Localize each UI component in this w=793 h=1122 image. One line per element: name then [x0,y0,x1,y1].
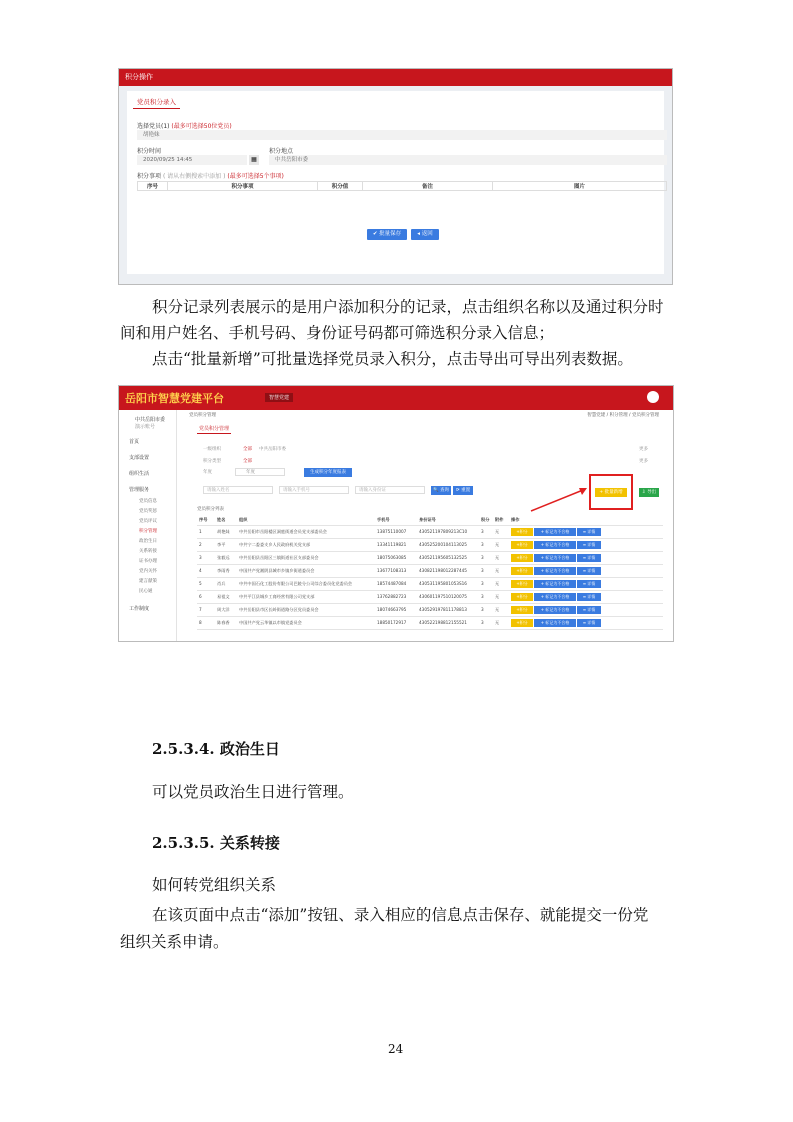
table-cell: 3 [479,590,493,603]
page-number: 24 [388,1042,404,1056]
table-cell: 13677108313 [375,564,417,577]
sidebar-sub-4[interactable]: 政治生日 [139,539,157,544]
back-button[interactable]: ◂ 返回 [411,229,439,240]
col-attach: 附件 [493,516,509,525]
score-time-label: 积分时间 [137,148,162,155]
score-button[interactable]: +积分 [511,580,533,588]
para2-line3: 组织关系申请。 [120,933,229,951]
detail-button[interactable]: ≡ 详情 [577,528,601,536]
political-birthday-text: 可以党员政治生日进行管理。 [152,783,354,801]
table-cell: 430529197811178813 [417,603,479,616]
sidebar-sub-3[interactable]: 积分管理 [139,529,157,534]
sidebar-item-service[interactable]: 管理服务 [129,487,150,493]
table-cell: 无 [493,616,509,629]
table-row [197,590,663,603]
table-cell: 无 [493,577,509,590]
mark-button[interactable]: + 标记为不合格 [534,554,576,562]
table-cell: 3 [479,603,493,616]
para2-line2: 在该页面中点击“添加”按钮、录入相应的信息点击保存、就能提交一份党 [152,906,649,924]
more-1[interactable]: 更多 [639,447,648,452]
detail-button[interactable]: ≡ 详情 [577,593,601,601]
org-sub: 演示账号 [135,424,156,430]
phone-input[interactable]: 请输入手机号 [279,486,349,494]
score-list-screenshot [118,385,674,642]
list-title: 党员积分列表 [197,507,224,512]
table-cell: 430525200104113025 [417,538,479,551]
detail-button[interactable]: ≡ 详情 [577,606,601,614]
breadcrumb-left: 党员积分管理 [189,413,216,418]
table-cell: 3 [479,564,493,577]
mark-button[interactable]: + 标记为不合格 [534,606,576,614]
score-place-input[interactable]: 中共岳阳市委 [269,155,667,165]
filter-org-label: 一级组织 [203,447,221,452]
batch-add-button[interactable]: + 批量新增 [595,488,627,497]
sidebar-item-life[interactable]: 组织生活 [129,471,150,477]
score-button[interactable]: +积分 [511,528,533,536]
table-cell: 中共宁二委委支乡人民政府机关党支部 [237,538,375,551]
table-cell: 430521195605132525 [417,551,479,564]
entry-panel [127,91,664,274]
table-cell: 430531195801053S16 [417,577,479,590]
table-cell: 2 [197,538,215,551]
heading-relation-transfer: 2.5.3.5. 关系转接 [152,834,280,852]
table-row [197,577,663,590]
select-member-label: 选择党员(1) (最多可选择50位党员) [137,123,232,130]
score-time-input[interactable]: 2020/09/25 14:45 [137,155,247,165]
selected-member-field[interactable]: 胡艳妹 [137,130,667,140]
table-row [197,538,663,551]
breadcrumb: 智慧党建 / 积分管理 / 党员积分管理 [587,413,659,418]
row-actions [509,590,663,603]
sidebar-sub-9[interactable]: 民心通 [139,589,153,594]
search-button[interactable]: 🔍 查询 [432,488,450,493]
table-cell: 3 [479,577,493,590]
score-button[interactable]: +积分 [511,567,533,575]
col-index: 序号 [197,516,215,525]
table-cell: 3 [479,525,493,538]
batch-save-button[interactable]: ✔ 批量保存 [367,229,407,240]
detail-button[interactable]: ≡ 详情 [577,541,601,549]
table-cell: 无 [493,525,509,538]
row-actions [509,564,663,577]
table-cell: 6 [197,590,215,603]
col-ops: 操作 [509,516,663,525]
table-row [197,603,663,616]
generate-report-button[interactable]: 生成积分年度报表 [304,468,352,477]
mark-button[interactable]: + 标记为不合格 [534,541,576,549]
sidebar-sub-6[interactable]: 证书办理 [139,559,157,564]
sidebar-item-rules[interactable]: 工作制度 [129,606,150,612]
table-cell: 430821198012287445 [417,564,479,577]
heading-political-birthday: 2.5.3.4. 政治生日 [152,740,280,758]
table-cell: 李雨秀 [215,564,237,577]
score-table [197,516,663,630]
para1-line2: 间和用户姓名、手机号码、身份证号码都可筛选积分录入信息； [120,324,555,342]
table-cell: 无 [493,590,509,603]
score-button[interactable]: +积分 [511,619,533,627]
score-button[interactable]: +积分 [511,541,533,549]
sidebar-sub-7[interactable]: 党内关怀 [139,569,157,574]
calendar-icon[interactable]: ▦ [249,155,259,165]
table-cell: 无 [493,603,509,616]
score-place-label: 积分地点 [269,148,294,155]
table-cell: 肖兵 [215,577,237,590]
table-cell: 1 [197,525,215,538]
table-cell: 13875110007 [375,525,417,538]
detail-button[interactable]: ≡ 详情 [577,567,601,575]
score-button[interactable]: +积分 [511,554,533,562]
table-cell: 易祖文 [215,590,237,603]
para2-line1: 如何转党组织关系 [152,876,277,894]
sidebar [119,410,177,641]
table-cell: 3 [479,551,493,564]
sidebar-sub-0[interactable]: 党员信息 [139,499,157,504]
col-index: 序号 [138,182,168,191]
score-button[interactable]: +积分 [511,606,533,614]
table-cell: 430601197510120075 [417,590,479,603]
sidebar-sub-2[interactable]: 党员评议 [139,519,157,524]
table-cell: 7 [197,603,215,616]
export-button[interactable]: ⇩ 导出 [639,488,659,497]
filter-type-label: 积分类型 [203,459,221,464]
row-actions [509,603,663,616]
col-score: 积分 [479,516,493,525]
id-input[interactable]: 请输入身份证 [355,486,425,494]
mark-button[interactable]: + 标记为不合格 [534,619,576,627]
detail-button[interactable]: ≡ 详情 [577,580,601,588]
col-item: 积分事项 [168,182,318,191]
table-cell: 李平 [215,538,237,551]
row-actions [509,577,663,590]
table-cell: 张毅远 [215,551,237,564]
filter-year-label: 年度 [203,470,212,475]
score-entry-screenshot [118,68,673,285]
table-row [197,564,663,577]
year-select[interactable]: 年度 [235,468,285,476]
table-cell: 中共岳阳县岳阳区三镇街道社区支部委员会 [237,551,375,564]
table-cell: 中共中国石化工股份有限公司巴陵分公司综合委员化党委员会 [237,577,375,590]
table-cell: 陈春香 [215,616,237,629]
detail-button[interactable]: ≡ 详情 [577,554,601,562]
table-cell: 中共平江县城乡工商经营有限公司党支部 [237,590,375,603]
table-cell: 430522198812155521 [417,616,479,629]
score-item-label: 积分事项 ( 请从右侧搜索中添加 ) (最多可选择5个事项) [137,173,284,180]
table-cell: 3 [479,538,493,551]
panel-title-bar: 积分操作 [119,69,672,86]
table-cell: 中国共产党云华镇以市镇党委员会 [237,616,375,629]
name-input[interactable]: 请输入姓名 [203,486,273,494]
table-cell: 中共岳阳县市区长岭街道路分区党员委员会 [237,603,375,616]
arrow-icon [529,484,591,514]
para1-line1: 积分记录列表展示的是用户添加积分的记录，点击组织名称以及通过积分时 [152,298,664,316]
sidebar-sub-1[interactable]: 党员奖惩 [139,509,157,514]
tab-score-management[interactable]: 党员积分管理 [199,426,230,432]
table-cell: 4 [197,564,215,577]
detail-button[interactable]: ≡ 详情 [577,619,601,627]
row-actions [509,538,663,551]
table-row [197,551,663,564]
mark-button[interactable]: + 标记为不合格 [534,567,576,575]
table-cell: 无 [493,564,509,577]
table-cell: 3 [197,551,215,564]
table-cell: 周大洋 [215,603,237,616]
table-cell: 胡艳妹 [215,525,237,538]
top-nav-button[interactable]: 智慧党建 [265,393,293,402]
sidebar-item-home[interactable]: 首页 [129,439,140,445]
filter-org-all[interactable]: 全部 [243,447,252,452]
table-cell: 3 [479,616,493,629]
table-cell: 430521197809213C10 [417,525,479,538]
col-remark: 备注 [363,182,493,191]
table-cell: 无 [493,551,509,564]
sidebar-sub-5[interactable]: 关系转接 [139,549,157,554]
col-name: 姓名 [215,516,237,525]
mark-button[interactable]: + 标记为不合格 [534,528,576,536]
row-actions [509,551,663,564]
col-value: 积分值 [318,182,363,191]
filter-type-all[interactable]: 全部 [243,459,252,464]
col-phone: 手机号 [375,516,417,525]
org-name: 中共岳阳市委 [135,417,166,423]
table-row [197,525,663,538]
table-cell: 8 [197,616,215,629]
col-org: 组织 [237,516,375,525]
sidebar-item-branch[interactable]: 支部设置 [129,455,150,461]
table-cell: 18075063085 [375,551,417,564]
table-cell: 13341119821 [375,538,417,551]
table-cell: 13762882723 [375,590,417,603]
reset-button[interactable]: ⟳ 重置 [453,486,473,495]
row-actions [509,525,663,538]
table-row [197,616,663,629]
filter-org-value[interactable]: 中共岳阳市委 [259,447,286,452]
table-cell: 18074663795 [375,603,417,616]
score-item-table [137,181,667,191]
table-cell: 18850172917 [375,616,417,629]
table-cell: 中共岳阳市岳阳楼区洞庭街道会员党支部委员会 [237,525,375,538]
score-button[interactable]: +积分 [511,593,533,601]
more-2[interactable]: 更多 [639,459,648,464]
platform-logo: 岳阳市智慧党建平台 [125,392,224,405]
col-image: 图片 [493,182,667,191]
table-cell: 18574487084 [375,577,417,590]
table-cell: 5 [197,577,215,590]
table-cell: 无 [493,538,509,551]
top-bar [119,386,673,410]
mark-button[interactable]: + 标记为不合格 [534,593,576,601]
mark-button[interactable]: + 标记为不合格 [534,580,576,588]
tab-member-score-entry[interactable]: 党员积分录入 [133,95,180,109]
avatar[interactable] [647,391,659,403]
table-cell: 中国共产党湘阴县城市乡镇乡街道委员会 [237,564,375,577]
sidebar-sub-8[interactable]: 建言献策 [139,579,157,584]
col-id: 身份证号 [417,516,479,525]
para1-line3: 点击“批量新增”可批量选择党员录入积分，点击导出可导出列表数据。 [152,350,633,368]
row-actions [509,616,663,629]
